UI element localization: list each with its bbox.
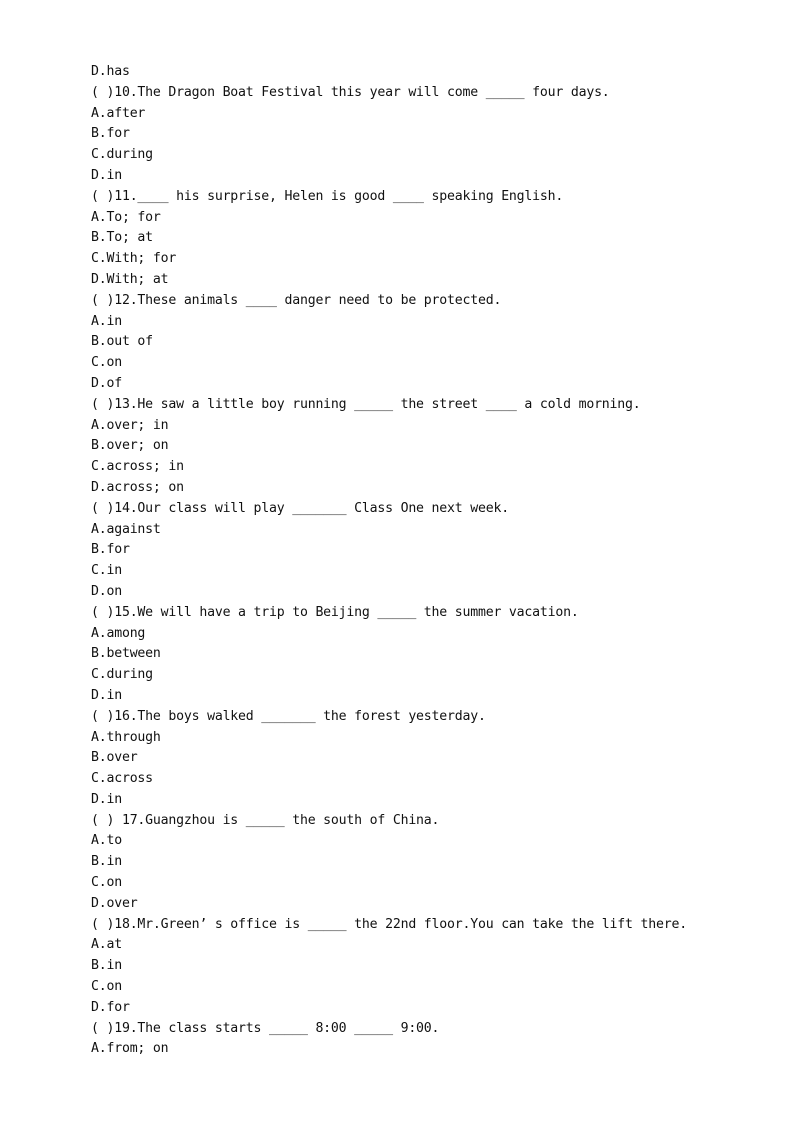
option-line: B.in [91,958,122,974]
question-16: ( )16.The boys walked _______ the forest yesterday. [91,708,486,724]
option-line: B.over [91,750,138,766]
option-line: B.To; at [91,230,153,246]
option-line: C.on [91,875,122,891]
text-line: D.has [91,64,130,79]
question-19: ( )19.The class starts _____ 8:00 _____ 9:00. [91,1020,440,1036]
option-line: C.during [91,147,153,163]
option-line: D.for [91,999,130,1015]
option-line: B.out of [91,334,153,350]
option-line: A.among [91,625,146,641]
option-line: A.at [91,937,122,953]
option-line: C.during [91,667,153,683]
question-13: ( )13.He saw a little boy running _____ the street ____ a cold morning. [91,396,641,412]
option-line: A.to [91,833,122,849]
option-line: D.of [91,375,122,391]
option-line: B.for [91,126,130,142]
document-page [91,62,771,1060]
question-12: ( )12.These animals ____ danger need to be protected. [91,292,502,308]
option-line: B.in [91,854,122,870]
option-line: A.through [91,729,161,745]
question-17: ( ) 17.Guangzhou is _____ the south of China. [91,812,440,828]
option-line: D.in [91,791,122,807]
question-11: ( )11.____ his surprise, Helen is good ____ speaking English. [91,188,564,204]
option-line: C.in [91,563,122,579]
option-line: C.With; for [91,251,177,267]
question-14: ( )14.Our class will play _______ Class One next week. [91,500,509,516]
option-line: D.across; on [91,479,184,495]
question-15: ( )15.We will have a trip to Beijing _____ the summer vacation. [91,604,579,620]
option-line: D.on [91,583,122,599]
question-18: ( )18.Mr.Green’ s office is _____ the 22nd floor.You can take the lift there. [91,916,687,932]
option-line: A.over; in [91,417,169,433]
option-line: C.across [91,771,153,787]
option-line: B.for [91,542,130,558]
option-line: C.on [91,979,122,995]
option-line: A.To; for [91,209,161,225]
option-line: B.over; on [91,438,169,454]
option-line: A.after [91,105,146,121]
option-line: D.over [91,895,138,911]
option-line: D.in [91,687,122,703]
option-line: B.between [91,646,161,662]
option-line: A.against [91,521,161,537]
option-line: C.on [91,355,122,371]
option-line: A.in [91,313,122,329]
option-line: A.from; on [91,1041,169,1057]
question-10: ( )10.The Dragon Boat Festival this year will come _____ four days. [91,84,610,100]
option-line: D.in [91,167,122,183]
option-line: C.across; in [91,459,184,475]
option-line: D.With; at [91,271,169,287]
